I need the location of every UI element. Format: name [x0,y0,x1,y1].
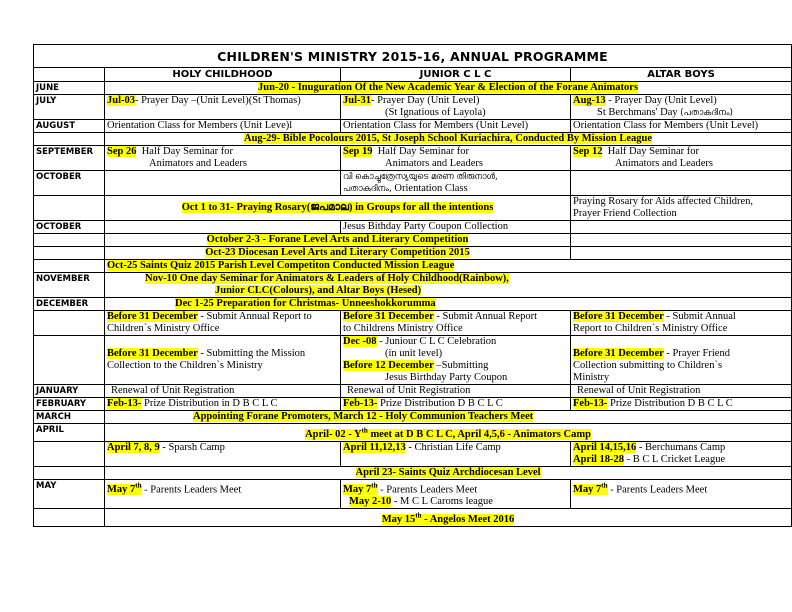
date-text: May 7 [107,484,136,495]
event-text: - Submit Annual Report to [197,311,312,322]
september-holy-childhood [105,146,341,171]
event-text-line2: Children`s Ministry Office [107,323,220,334]
aug29-event-text: Aug-29- Bible Pocolours 2015, St Joseph School Kuriachira, Conducted By Mission League [243,133,653,144]
oct23-event [105,247,571,260]
october2-junior-clc: Jesus Bithday Party Coupon Collection [341,221,571,234]
event-text: - Parents Leaders Meet [141,484,242,495]
march-event [105,411,792,424]
event-text-line2: Animators and Leaders [615,158,713,169]
may15-text-part: - Angelos Meet 2016 [421,513,515,525]
programme-sheet [33,44,791,527]
april-event-text [305,426,591,440]
event-text-line2: Collection to the Children`s Ministry [107,360,263,371]
april-event-text-part: meet at D B C L C, April 4,5,6 - Animators Camp [367,428,591,440]
event-date: Aug-13 [573,95,606,106]
event-text: - Parents Leaders Meet [377,484,478,495]
title-row [34,45,792,68]
row-october2 [34,221,792,234]
event-text: - Submit Annual [663,311,736,322]
empty-month-cell [34,466,105,479]
january-junior-clc: Renewal of Unit Registration [341,385,571,398]
october-holy-childhood [105,171,341,196]
row-dec-mission [34,336,792,385]
event-date: Dec -08 [343,336,377,347]
event-text: –Submitting [433,360,489,371]
event-text: - B C L Cricket League [624,453,726,465]
event-text: Prize Distribution in D B C L C [141,398,278,409]
dec-mission-junior-clc [341,336,571,385]
event-date [343,481,378,495]
empty-month-cell [34,234,105,247]
row-july [34,95,792,120]
event-text: Half Day Seminar for [377,146,469,157]
event-text: - M C L Caroms league [391,496,493,507]
event-date: Sep 19 [343,146,373,157]
month-march: MARCH [34,411,105,424]
event-date [107,481,142,495]
event-text: - Submit Annual Report [433,311,538,322]
row-january [34,385,792,398]
event-text: - Christian Life Camp [405,441,501,453]
event-text-line2: Report to Children`s Ministry Office [573,323,728,334]
oct25-event-text: Oct-25 Saints Quiz 2015 Parish Level Competiton Conducted Mission League [107,260,455,271]
event-date: Feb-13- [573,398,608,409]
event-date: Feb-13- [343,398,378,409]
event-date [573,481,608,495]
november-event-line2: Junior CLC(Colours), and Altar Boys (Hesed) [215,285,422,296]
malayalam-text: വി കൊച്ചുത്രേസ്യയുടെ മരണ തിരുനാൾ, [343,172,498,182]
event-date: Before 31 December [573,311,664,322]
december-event [105,298,792,311]
event-date: April 11,12,13 [343,441,406,453]
august-junior-clc: Orientation Class for Members (Unit Level) [341,120,571,133]
event-text-line2: Animators and Leaders [385,158,483,169]
may15-event-text [381,511,515,525]
february-junior-clc [341,398,571,411]
empty-cell [571,234,792,247]
month-november: NOVEMBER [34,273,105,298]
empty-cell [571,247,792,260]
row-april-camps [34,441,792,466]
rosary-event [105,196,571,221]
event-date: Before 31 December [107,311,198,322]
oct25-event [105,260,792,273]
october-altar-boys [571,171,792,196]
event-date: Before 12 December [343,360,434,371]
row-april [34,424,792,442]
event-date: Sep 12 [573,146,603,157]
aug29-event [105,133,792,146]
berchmans-day-text: St Berchmans' Day [597,107,678,118]
superscript: th [135,481,142,490]
column-altar-boys: ALTAR BOYS [571,68,792,82]
event-text: Half Day Seminar for [607,146,699,157]
february-altar-boys [571,398,792,411]
june-event [105,82,792,95]
event-text-line2: (St Ignatious of Layola) [385,107,486,118]
orientation-text: Orientation Class [394,183,468,194]
event-text-line2: Animators and Leaders [149,158,247,169]
dec-report-altar-boys [571,311,792,336]
superscript: th [361,426,368,434]
april-event [105,424,792,442]
row-aug29 [34,133,792,146]
april-camps-altar-boys [571,441,792,466]
event-text: - Prayer Day (Unit Level) [605,95,717,106]
event-text-line2 [343,183,568,195]
empty-month-cell [34,336,105,385]
row-march [34,411,792,424]
event-text: Praying Rosary for Aids affected Children, [573,196,754,207]
month-august: AUGUST [34,120,105,133]
event-text-line4: Jesus Birthday Party Coupon [385,372,508,383]
month-december: DECEMBER [34,298,105,311]
october-junior-clc [341,171,571,196]
event-date: May 2-10 [349,496,392,507]
superscript: th [415,511,422,519]
row-oct25 [34,260,792,273]
event-text-line2: Prayer Friend Collection [573,208,677,219]
row-may [34,479,792,509]
programme-table [33,44,792,527]
month-january: JANUARY [34,385,105,398]
rosary-event-text: Oct 1 to 31- Praying Rosary(ജപമാല) in Groups for all the intentions [181,202,494,213]
superscript: th [601,481,608,490]
may-junior-clc [341,479,571,509]
event-text: Prize Distribution D B C L C [607,398,733,409]
event-date: Before 31 December [343,311,434,322]
row-oct23 [34,247,792,260]
month-february: FEBRUARY [34,398,105,411]
malayalam-text: (പതാകദിനം) [680,108,733,118]
may15-event [105,509,792,527]
oct2-3-event-text: October 2-3 - Forane Level Arts and Literary Competition [206,234,469,245]
april-event-text-part: April- 02 - Y [305,428,362,440]
column-junior-clc: JUNIOR C L C [341,68,571,82]
header-row [34,68,792,82]
month-july: JULY [34,95,105,120]
event-text: - Sparsh Camp [159,441,225,453]
january-holy-childhood: Renewal of Unit Registration [105,385,341,398]
november-event [105,273,792,298]
dec-mission-altar-boys [571,336,792,385]
may15-text-part: May 15 [381,513,416,525]
event-date: Feb-13- [107,398,142,409]
empty-month-cell [34,260,105,273]
event-text: Prize Distribution D B C L C [377,398,503,409]
event-text: - Parents Leaders Meet [607,484,708,495]
date-text: May 7 [573,484,602,495]
row-october [34,171,792,196]
dec-mission-holy-childhood [105,336,341,385]
row-may15 [34,509,792,527]
row-february [34,398,792,411]
month-may: MAY [34,479,105,509]
event-date: Jul-03 [107,95,136,106]
empty-month-cell [34,196,105,221]
month-october-2: OCTOBER [34,221,105,234]
row-november [34,273,792,298]
december-event-text: Dec 1-25 Preparation for Christmas- Unneeshokkorumma [175,298,436,309]
empty-month-cell [34,133,105,146]
row-oct2-3 [34,234,792,247]
july-junior-clc [341,95,571,120]
row-rosary [34,196,792,221]
event-text: Half Day Seminar for [141,146,233,157]
month-october: OCTOBER [34,171,105,196]
event-date: Before 31 December [107,348,198,359]
column-holy-childhood: HOLY CHILDHOOD [105,68,341,82]
empty-month-cell [34,441,105,466]
event-text-line2 [573,107,789,119]
may-altar-boys [571,479,792,509]
january-altar-boys: Renewal of Unit Registration [571,385,792,398]
row-dec-report [34,311,792,336]
april-camps-holy-childhood [105,441,341,466]
superscript: th [371,481,378,490]
page-title: CHILDREN'S MINISTRY 2015-16, ANNUAL PROGRAMME [34,45,792,68]
event-text-line2: Collection submitting to Children`s [573,360,723,371]
event-text-line2: to Childrens Ministry Office [343,323,463,334]
may-holy-childhood [105,479,341,509]
empty-month-cell [34,247,105,260]
event-text: - Submitting the Mission [197,348,306,359]
june-event-text: Jun-20 - Inuguration Of the New Academic Year & Election of the Forane Animators [258,82,639,93]
month-september: SEPTEMBER [34,146,105,171]
september-junior-clc [341,146,571,171]
event-text: - Prayer Day (Unit Level) [371,95,480,106]
november-event-line1: Nov-10 One day Seminar for Animators & Leaders of Holy Childhood(Rainbow), [145,273,509,284]
event-text: - Berchumans Camp [636,441,726,453]
event-date: April 18-28 [573,453,625,465]
july-holy-childhood [105,95,341,120]
october2-altar-boys [571,221,792,234]
august-altar-boys: Orientation Class for Members (Unit Level) [571,120,792,133]
event-text: - Prayer Day –(Unit Level)(St Thomas) [135,95,301,106]
oct2-3-event [105,234,571,247]
month-june: JUNE [34,82,105,95]
row-september [34,146,792,171]
event-date: Sep 26 [107,146,137,157]
malayalam-text: പതാകദിനം, [343,184,395,194]
february-holy-childhood [105,398,341,411]
event-date: Jul-31 [343,95,372,106]
march-event-text: Appointing Forane Promoters, March 12 - Holy Communion Teachers Meet [193,411,534,422]
month-header [34,68,105,82]
event-text-line3: Ministry [573,372,610,383]
august-holy-childhood: Orientation Class for Members (Unit Leve)l [105,120,341,133]
july-altar-boys [571,95,792,120]
april-camps-junior-clc [341,441,571,466]
event-text-line2: (in unit level) [385,348,443,359]
empty-month-cell [34,509,105,527]
dec-report-junior-clc [341,311,571,336]
event-text: - Prayer Friend [663,348,730,359]
row-august [34,120,792,133]
event-date: Before 31 December [573,348,664,359]
month-april: APRIL [34,424,105,442]
rosary-altar-boys [571,196,792,221]
april23-event-text: April 23- Saints Quiz Archdiocesan Level [355,466,541,478]
event-date: April 7, 8, 9 [107,441,160,453]
september-altar-boys [571,146,792,171]
empty-month-cell [34,311,105,336]
april23-event [105,466,792,479]
oct23-event-text: Oct-23 Diocesan Level Arts and Literary Competition 2015 [205,247,470,258]
event-date: April 14,15,16 [573,441,637,453]
row-june [34,82,792,95]
event-text: - Juniour C L C Celebration [376,336,497,347]
row-april23 [34,466,792,479]
row-december [34,298,792,311]
dec-report-holy-childhood [105,311,341,336]
october2-holy-childhood [105,221,341,234]
date-text: May 7 [343,484,372,495]
